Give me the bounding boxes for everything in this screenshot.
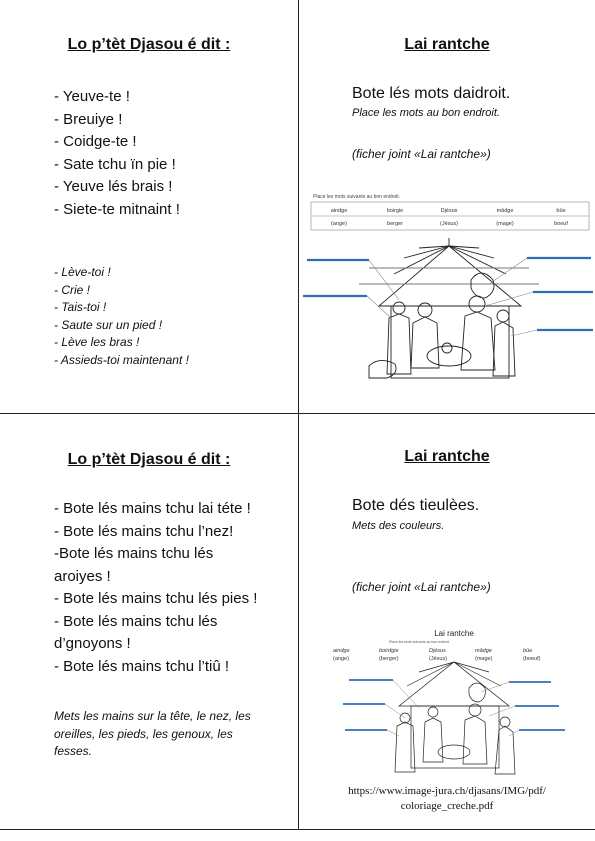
card-nativity-1 [299,0,595,413]
card-title: Lo p’tèt Djasou é dit : [67,36,231,53]
word-translation: (berger) [379,656,399,662]
worksheet-header: Place les mots suivants au bon endroit. [313,194,400,200]
command-item: - Coidge-te ! [54,133,137,150]
source-url-line: https://www.image-jura.ch/djasans/IMG/pdf/ [348,785,546,797]
attachment-note: (ficher joint «Lai rantche») [352,147,491,161]
word-label: aindge [333,648,350,654]
instruction: Bote lés mots daidroit. [352,85,511,102]
translation-list [54,264,189,369]
word-label: bûe [523,648,533,654]
word-label: bûe [556,208,566,214]
translation-item: - Saute sur un pied ! [54,317,163,332]
command-item: - Yeuve-te ! [54,88,130,105]
translation-line: oreilles, les pieds, les genoux, les [54,726,233,741]
word-translation: (ange) [331,221,347,227]
worksheet-header: Place les mots suivants au bon endroit [389,640,449,644]
card-commands-1 [0,0,298,413]
command-item: -Bote lés mains tchu lés [54,545,214,562]
word-translation: (Jésus) [429,656,448,662]
word-translation: (mage) [496,221,514,227]
nativity-illustration [359,238,539,378]
card-nativity-2 [299,414,595,829]
instruction-translation: Mets des couleurs. [352,520,445,532]
command-item: - Sate tchu ïn pie ! [54,155,176,173]
word-translation: berger [387,221,403,227]
word-translation: (mage) [475,656,493,662]
source-url [299,784,595,814]
instruction-translation: Place les mots au bon endroit. [352,107,500,119]
command-list [54,86,180,221]
translation-line: Mets les mains sur la tête, le nez, les [54,709,251,723]
word-label: boirgie [386,208,404,214]
command-item: d’gnoyons ! [54,635,131,652]
translation-item: - Lève-toi ! [54,265,111,279]
command-item: - Bote lés mains tchu l’tiû ! [54,657,230,675]
attachment-note: (ficher joint «Lai rantche») [352,580,491,594]
translation-paragraph [54,708,251,761]
translation-item: - Assieds-toi maintenant ! [54,352,189,367]
translation-item: - Lève les bras ! [54,335,140,349]
command-item: - Bote lés mains tchu lés pies ! [54,590,258,607]
nativity-illustration [395,662,515,774]
word-translation: (boeuf) [523,656,541,662]
word-label: mâdge [496,208,514,214]
word-label: Djésus [429,648,446,654]
card-title: Lo p’tèt Djasou é dit : [67,451,231,468]
word-translation: boeuf [554,221,568,227]
translation-item: - Crie ! [54,282,90,297]
translation-item: - Tais-toi ! [54,300,107,314]
word-label: aindge [330,208,348,214]
command-item: - Bote lés mains tchu lés [54,612,218,630]
source-url-line: coloriage_creche.pdf [400,800,494,812]
command-item: - Bote lés mains tchu l’nez! [54,522,234,540]
worksheet-thumbnail [299,188,595,388]
command-list [54,498,257,678]
word-translation: (Jésus) [439,221,459,227]
command-item: aroiyes ! [54,567,111,585]
worksheet-title: Lai rantche [434,629,474,638]
word-label: boirdgie [379,648,399,654]
word-label: Djésus [440,208,458,214]
instruction: Bote dés tieulèes. [352,497,480,514]
translation-line: fesses. [54,744,93,758]
card-title: Lai rantche [404,448,490,465]
command-item: - Bote lés mains tchu lai téte ! [54,500,251,517]
card-title: Lai rantche [404,36,490,53]
command-item: - Yeuve lés brais ! [54,178,173,195]
coloring-sheet-thumbnail [319,626,589,788]
word-label: mâdge [475,648,492,654]
card-commands-2 [0,414,298,829]
word-translation: (ange) [333,656,349,662]
command-item: - Siete-te mitnaint ! [54,200,180,218]
command-item: - Breuiye ! [54,110,123,128]
bottom-border [0,829,595,830]
